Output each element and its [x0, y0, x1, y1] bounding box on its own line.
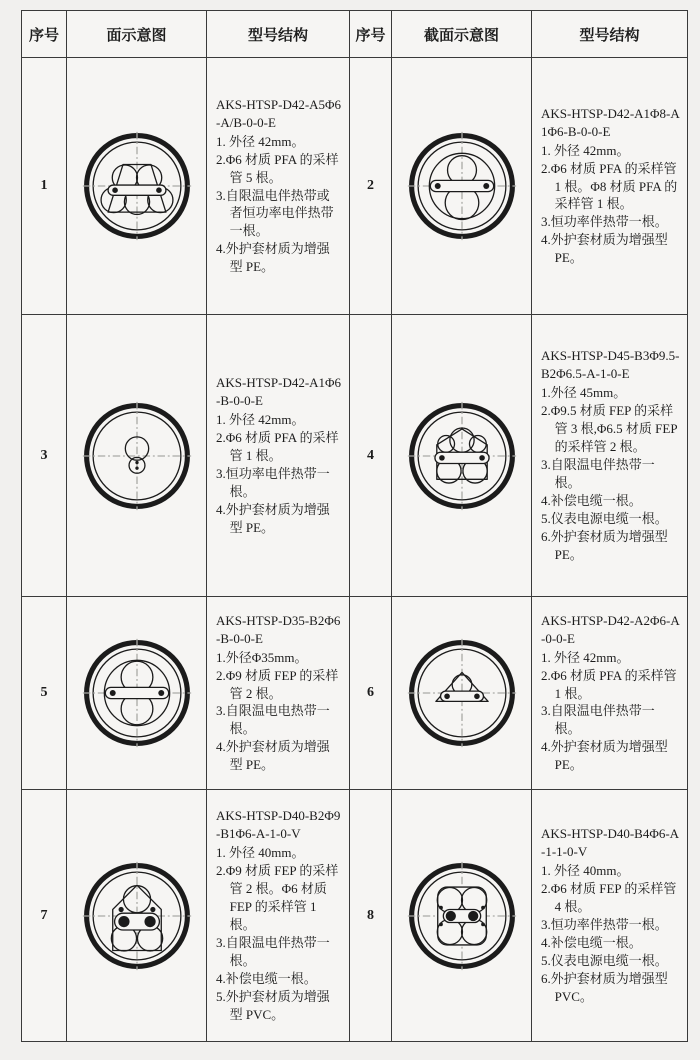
single-tube-with-heater-icon	[81, 400, 193, 512]
spec-line: 2.Φ6 材质 PFA 的采样管 1 根。	[216, 430, 339, 464]
model-spec-cell	[207, 790, 350, 1042]
cross-section-diagram-cell	[67, 597, 207, 790]
spec-line: 5.仪表电源电缆一根。	[541, 510, 668, 526]
spec-line: 1. 外径 42mm。	[216, 412, 305, 428]
spec-line: 4.外护套材质为增强型 PE。	[216, 501, 330, 535]
spec-line: 5.仪表电源电缆一根。	[541, 952, 668, 968]
model-code: AKS-HTSP-D35-B2Φ6-B-0-0-E	[216, 612, 341, 646]
spec-line: 1. 外径 40mm。	[541, 863, 630, 879]
table-row	[22, 58, 688, 315]
serial-number: 7	[22, 790, 67, 1042]
spec-line: 3.自限温电伴热带一根。	[541, 457, 655, 490]
two-tubes-in-core-with-heat-band-icon	[406, 130, 518, 242]
spec-line: 1. 外径 42mm。	[541, 142, 630, 158]
model-code: AKS-HTSP-D45-B3Φ9.5-B2Φ6.5-A-1-0-E	[541, 348, 680, 382]
spec-line: 1.外径 45mm。	[541, 385, 627, 401]
cross-section-diagram-cell	[67, 790, 207, 1042]
model-code: AKS-HTSP-D42-A5Φ6-A/B-0-0-E	[216, 96, 342, 130]
spec-line: 2.Φ6 材质 PFA 的采样管 5 根。	[216, 151, 339, 185]
five-tubes-with-heat-band-icon	[81, 130, 193, 242]
spec-line: 1.外径Φ35mm。	[216, 649, 308, 665]
column-header: 序号	[22, 11, 67, 58]
spec-line: 2.Φ9.5 材质 FEP 的采样管 3 根,Φ6.5 材质 FEP 的采样管 2 根。	[541, 403, 678, 455]
spec-line: 2.Φ6 材质 PFA 的采样管 1 根。	[541, 667, 677, 701]
spec-line: 4.外护套材质为增强型 PE。	[216, 241, 330, 275]
cross-section-diagram-cell	[392, 597, 532, 790]
column-header: 序号	[350, 11, 392, 58]
spec-line: 3.恒功率伴热带一根。	[541, 917, 668, 932]
model-spec-cell	[207, 597, 350, 790]
spec-line: 1. 外径 42mm。	[541, 649, 630, 665]
model-code: AKS-HTSP-D42-A1Φ8-A1Φ6-B-0-0-E	[541, 105, 680, 139]
model-code: AKS-HTSP-D42-A2Φ6-A-0-0-E	[541, 612, 680, 646]
table-row	[22, 790, 688, 1042]
serial-number: 2	[350, 58, 392, 315]
cross-section-diagram-cell	[392, 315, 532, 597]
table-row	[22, 315, 688, 597]
single-tube-triangle-bundle-icon	[406, 637, 518, 749]
cross-section-diagram-cell	[67, 315, 207, 597]
spec-line: 4.补偿电缆一根。	[216, 970, 317, 986]
spec-line: 3.自限温电伴热带或者恒功率电伴热带一根。	[216, 187, 334, 239]
header-row	[22, 11, 688, 58]
spec-line: 4.补偿电缆一根。	[541, 934, 642, 950]
model-spec-cell	[207, 58, 350, 315]
model-code: AKS-HTSP-D40-B4Φ6-A-1-1-0-V	[541, 826, 680, 860]
spec-line: 4.外护套材质为增强型 PE。	[541, 739, 668, 773]
spec-line: 2.Φ9 材质 FEP 的采样管 2 根。Φ6 材质 FEP 的采样管 1 根。	[216, 863, 339, 932]
three-tubes-with-compensating-cable-icon	[81, 860, 193, 972]
four-tubes-rect-bundle-with-power-band-icon	[406, 860, 518, 972]
column-header: 截面示意图	[392, 11, 532, 58]
model-spec-cell	[532, 58, 688, 315]
cross-section-diagram-cell	[392, 790, 532, 1042]
serial-number: 6	[350, 597, 392, 790]
five-tubes-pentagon-bundle-icon	[406, 400, 518, 512]
spec-line: 3.自限温电电热带一根。	[216, 703, 330, 737]
spec-line: 4.外护套材质为增强型 PE。	[541, 232, 668, 266]
model-spec-cell	[532, 315, 688, 597]
spec-line: 3.恒功率电伴热带一根。	[216, 465, 330, 499]
serial-number: 8	[350, 790, 392, 1042]
spec-line: 3.自限温电伴热带一根。	[541, 703, 655, 737]
spec-line: 1. 外径 40mm。	[216, 845, 305, 861]
spec-line: 2.Φ6 材质 FEP 的采样管 4 根。	[541, 881, 677, 915]
column-header: 型号结构	[207, 11, 350, 58]
model-spec-cell	[207, 315, 350, 597]
spec-line: 6.外护套材质为增强型 PVC。	[541, 970, 668, 1004]
spec-line: 4.外护套材质为增强型 PE。	[216, 739, 330, 773]
spec-line: 6.外护套材质为增强型 PE。	[541, 528, 668, 562]
model-spec-cell	[532, 597, 688, 790]
spec-line: 3.恒功率伴热带一根。	[541, 214, 668, 230]
spec-line: 3.自限温电伴热带一根。	[216, 934, 330, 968]
model-code: AKS-HTSP-D42-A1Φ6-B-0-0-E	[216, 375, 342, 409]
serial-number: 3	[22, 315, 67, 597]
table-row	[22, 597, 688, 790]
spec-line: 4.补偿电缆一根。	[541, 492, 642, 508]
spec-line: 1. 外径 42mm。	[216, 133, 305, 149]
cross-section-diagram-cell	[67, 58, 207, 315]
cross-section-diagram-cell	[392, 58, 532, 315]
column-header: 型号结构	[532, 11, 688, 58]
serial-number: 5	[22, 597, 67, 790]
model-code: AKS-HTSP-D40-B2Φ9-B1Φ6-A-1-0-V	[216, 808, 341, 842]
spec-line: 5.外护套材质为增强型 PVC。	[216, 988, 330, 1022]
cable-spec-table	[21, 10, 688, 1042]
model-spec-cell	[532, 790, 688, 1042]
spec-line: 2.Φ6 材质 PFA 的采样管 1 根。Φ8 材质 PFA 的采样管 1 根。	[541, 160, 678, 212]
spec-line: 2.Φ9 材质 FEP 的采样管 2 根。	[216, 667, 339, 701]
column-header: 面示意图	[67, 11, 207, 58]
two-equal-tubes-with-heat-band-icon	[81, 637, 193, 749]
serial-number: 1	[22, 58, 67, 315]
serial-number: 4	[350, 315, 392, 597]
